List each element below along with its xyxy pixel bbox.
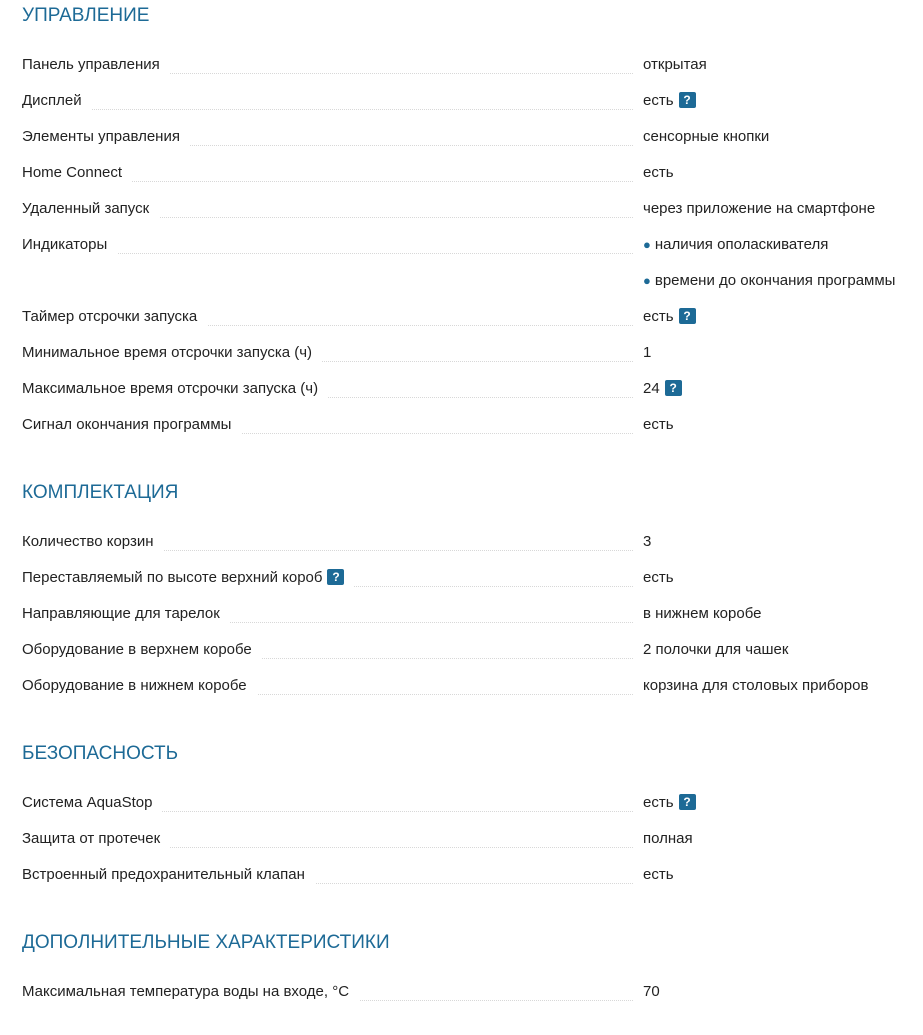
spec-value xyxy=(643,163,674,183)
bullet-icon: ● xyxy=(643,273,651,288)
spec-value xyxy=(643,199,875,219)
spec-value-text: 2 полочки для чашек xyxy=(643,641,789,658)
spec-label: Индикаторы xyxy=(22,235,117,255)
spec-value xyxy=(643,415,674,435)
question-mark-icon[interactable]: ? xyxy=(679,308,696,324)
spec-row xyxy=(22,793,923,815)
spec-label: Home Connect xyxy=(22,163,132,183)
spec-value-text: полная xyxy=(643,830,693,847)
spec-label: Направляющие для тарелок xyxy=(22,604,230,624)
dotted-leader xyxy=(22,109,633,110)
spec-label: Дисплей xyxy=(22,91,92,111)
spec-row xyxy=(22,91,923,113)
spec-value-text: 3 xyxy=(643,533,652,550)
bullet-item: наличия ополаскивателя xyxy=(654,236,829,253)
spec-value xyxy=(643,568,674,588)
question-mark-icon[interactable]: ? xyxy=(679,794,696,810)
spec-row xyxy=(22,235,923,257)
section-title: КОМПЛЕКТАЦИЯ xyxy=(22,482,179,503)
spec-label: Удаленный запуск xyxy=(22,199,159,219)
spec-row xyxy=(22,379,923,401)
spec-value-text: есть xyxy=(643,308,674,325)
spec-label: Элементы управления xyxy=(22,127,190,147)
spec-value xyxy=(643,271,895,291)
spec-value-text: сенсорные кнопки xyxy=(643,128,770,145)
section-title: УПРАВЛЕНИЕ xyxy=(22,5,150,26)
spec-row xyxy=(22,532,923,554)
spec-value xyxy=(643,793,696,813)
spec-value-text: есть xyxy=(643,794,674,811)
spec-value-text: есть xyxy=(643,416,674,433)
spec-value-text: 24 xyxy=(643,380,660,397)
spec-label: Максимальная температура воды на входе, °С xyxy=(22,982,359,1002)
spec-label: Сигнал окончания программы xyxy=(22,415,241,435)
spec-row xyxy=(22,604,923,626)
spec-row xyxy=(22,307,923,329)
spec-row xyxy=(22,343,923,365)
spec-row xyxy=(22,199,923,221)
spec-label: Панель управления xyxy=(22,55,170,75)
spec-label: Оборудование в нижнем коробе xyxy=(22,676,257,696)
spec-value-text: открытая xyxy=(643,56,707,73)
bullet-item: времени до окончания программы xyxy=(654,272,896,289)
spec-value-text: 1 xyxy=(643,344,652,361)
spec-row xyxy=(22,982,923,1004)
spec-label xyxy=(22,568,354,588)
spec-label: Оборудование в верхнем коробе xyxy=(22,640,262,660)
spec-row xyxy=(22,676,923,698)
bullet-icon: ● xyxy=(643,237,651,252)
spec-row-continuation xyxy=(22,271,923,293)
spec-row xyxy=(22,829,923,851)
spec-label: Таймер отсрочки запуска xyxy=(22,307,207,327)
spec-value xyxy=(643,532,651,552)
spec-label: Минимальное время отсрочки запуска (ч) xyxy=(22,343,322,363)
spec-value xyxy=(643,91,696,111)
section-title: ДОПОЛНИТЕЛЬНЫЕ ХАРАКТЕРИСТИКИ xyxy=(22,932,390,953)
spec-value xyxy=(643,865,674,885)
spec-value-text: есть xyxy=(643,866,674,883)
question-mark-icon[interactable]: ? xyxy=(679,92,696,108)
spec-row xyxy=(22,415,923,437)
spec-value-text: в нижнем коробе xyxy=(643,605,762,622)
spec-value xyxy=(643,982,660,1002)
section-title: БЕЗОПАСНОСТЬ xyxy=(22,743,179,764)
spec-value-text: через приложение на смартфоне xyxy=(643,200,876,217)
spec-value-text: есть xyxy=(643,569,674,586)
question-mark-icon[interactable]: ? xyxy=(665,380,682,396)
spec-value-text: есть xyxy=(643,164,674,181)
spec-label-text: Переставляемый по высоте верхний короб xyxy=(22,569,323,586)
spec-value xyxy=(643,343,651,363)
spec-label: Система AquaStop xyxy=(22,793,162,813)
spec-label: Встроенный предохранительный клапан xyxy=(22,865,315,885)
spec-label: Количество корзин xyxy=(22,532,164,552)
spec-value xyxy=(643,379,682,399)
spec-value xyxy=(643,235,828,255)
spec-value xyxy=(643,829,693,849)
spec-row xyxy=(22,640,923,662)
spec-row xyxy=(22,163,923,185)
spec-value xyxy=(643,604,761,624)
spec-value xyxy=(643,307,696,327)
spec-value-text: корзина для столовых приборов xyxy=(643,677,869,694)
spec-label: Максимальное время отсрочки запуска (ч) xyxy=(22,379,328,399)
spec-row xyxy=(22,127,923,149)
spec-value xyxy=(643,640,788,660)
spec-row xyxy=(22,568,923,590)
question-mark-icon[interactable]: ? xyxy=(327,569,344,585)
spec-value xyxy=(643,55,707,75)
spec-row xyxy=(22,55,923,77)
spec-value-text: 70 xyxy=(643,983,660,1000)
spec-row xyxy=(22,865,923,887)
spec-value xyxy=(643,127,769,147)
spec-label: Защита от протечек xyxy=(22,829,170,849)
spec-value xyxy=(643,676,868,696)
spec-value-text: есть xyxy=(643,92,674,109)
